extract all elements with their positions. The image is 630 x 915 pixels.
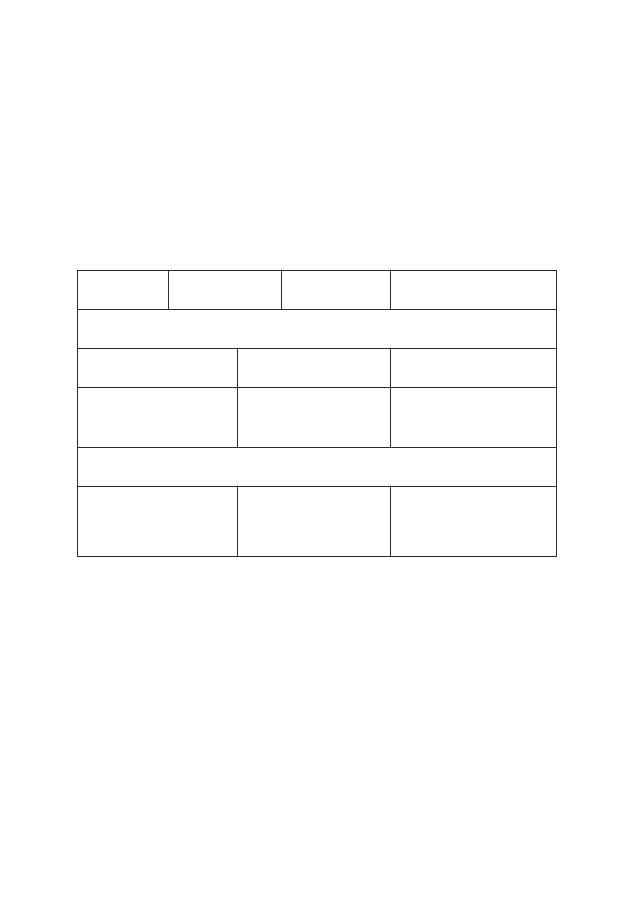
reason-field-1[interactable] bbox=[78, 487, 238, 557]
reg-number-label-cell bbox=[78, 271, 169, 310]
reg-number-field[interactable] bbox=[169, 271, 282, 310]
reason-header-cell bbox=[78, 448, 557, 487]
table-row-columns bbox=[78, 349, 557, 388]
old-label-cell bbox=[238, 349, 391, 388]
reg-date-label-cell bbox=[282, 271, 391, 310]
table-row-reason-values bbox=[78, 487, 557, 557]
table-row-registration bbox=[78, 271, 557, 310]
reg-date-field[interactable] bbox=[391, 271, 557, 310]
old-value-field[interactable] bbox=[238, 388, 391, 448]
new-value-field[interactable] bbox=[78, 388, 238, 448]
table-row-reason-header bbox=[78, 448, 557, 487]
registration-change-table bbox=[77, 270, 557, 557]
change-date-label-cell bbox=[391, 349, 557, 388]
table-row-changes-header bbox=[78, 310, 557, 349]
changes-header-cell bbox=[78, 310, 557, 349]
new-label-cell bbox=[78, 349, 238, 388]
reason-field-2[interactable] bbox=[238, 487, 391, 557]
reason-field-3[interactable] bbox=[391, 487, 557, 557]
table-row-changes-values bbox=[78, 388, 557, 448]
change-date-field[interactable] bbox=[391, 388, 557, 448]
